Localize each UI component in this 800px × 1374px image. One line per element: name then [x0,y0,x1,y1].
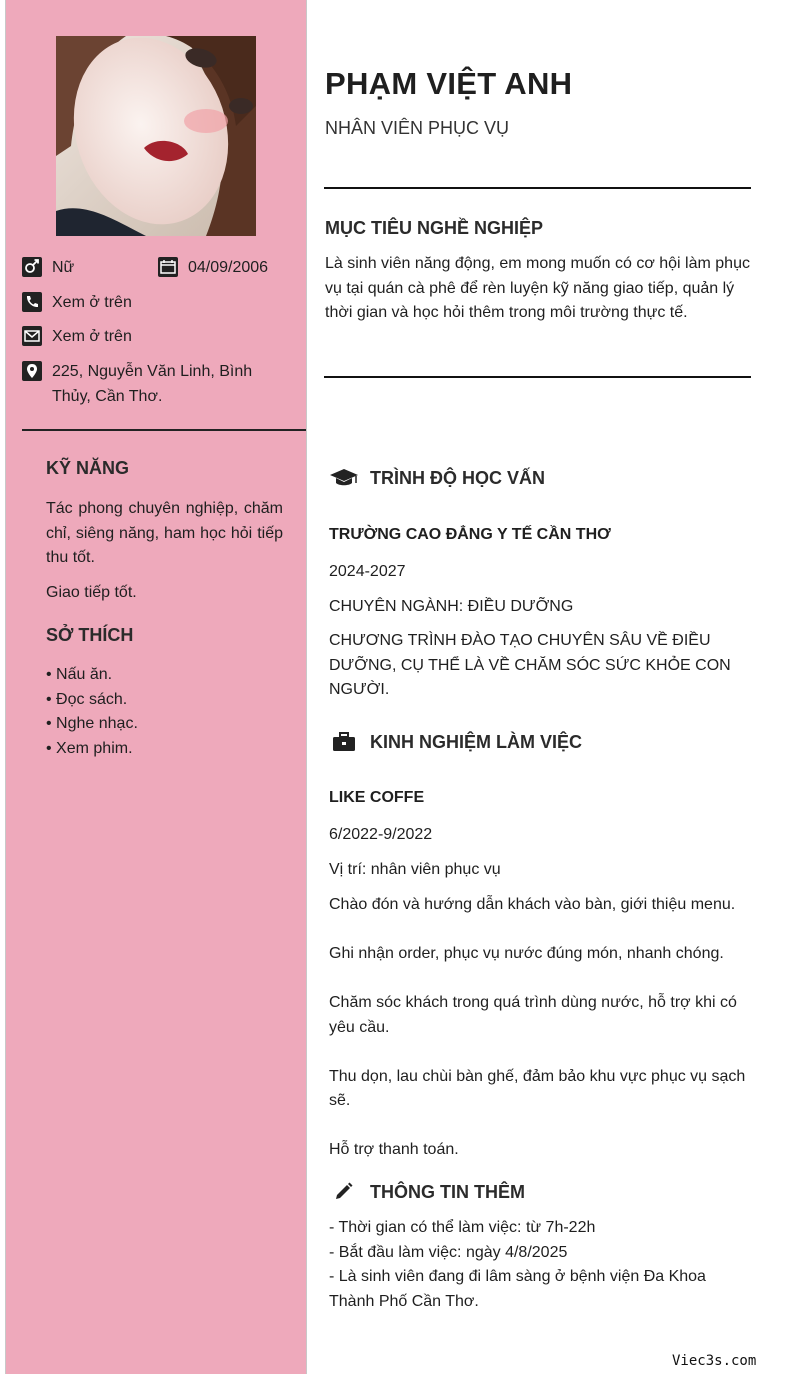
company-name: LIKE COFFE [329,789,425,806]
hobby-item: • Xem phim. [46,739,133,757]
objective-divider [324,376,751,378]
additional-lines [329,1216,749,1314]
phone-row [22,290,132,315]
candidate-name: PHẠM VIỆT ANH [325,66,573,101]
experience-section-header [329,731,582,753]
skills-heading: KỸ NĂNG [46,458,130,478]
objective-text: Là sinh viên năng động, em mong muốn có cơ hội làm phục vụ tại quán cà phê để rèn luyện kỹ năng giao tiếp, quản lý thời gian và học hỏi thêm trong môi trường thực tế. [325,255,750,321]
gender-icon [22,257,42,277]
graduation-cap-icon [329,467,359,489]
address-text: 225, Nguyễn Văn Linh, Bình Thủy, Cần Thơ. [52,363,253,405]
phone-icon [22,292,42,312]
watermark: Viec3s.com [672,1353,757,1369]
additional-line: - Là sinh viên đang đi lâm sàng ở bệnh viện Đa Khoa Thành Phố Cần Thơ. [329,1268,706,1310]
additional-line: - Thời gian có thể làm việc: từ 7h-22h [329,1219,596,1236]
phone-text: Xem ở trên [52,294,132,311]
duty-item: Ghi nhận order, phục vụ nước đúng món, nhanh chóng. [329,945,724,962]
duties-list [329,893,764,1163]
hobby-item: • Đọc sách. [46,690,128,708]
hobby-item: • Nấu ăn. [46,666,113,683]
duty-item: Thu dọn, lau chùi bàn ghế, đảm bảo khu vực phục vụ sạch sẽ. [329,1067,746,1109]
additional-line: - Bắt đầu làm việc: ngày 4/8/2025 [329,1243,568,1261]
work-period: 6/2022-9/2022 [329,826,433,843]
objective-heading: MỤC TIÊU NGHỀ NGHIỆP [325,218,544,238]
education-description: CHƯƠNG TRÌNH ĐÀO TẠO CHUYÊN SÂU VỀ ĐIỀU DƯỠNG, CỤ THỂ LÀ VỀ CHĂM SÓC SỨC KHỎE CON NGƯỜI. [329,632,731,698]
education-major: CHUYÊN NGÀNH: ĐIỀU DƯỠNG [329,598,574,615]
sidebar-divider [22,429,306,431]
gender-text: Nữ [52,259,75,276]
job-title: NHÂN VIÊN PHỤC VỤ [325,118,510,138]
gender-row [22,255,74,280]
hobbies-list [46,663,283,761]
additional-section-header [329,1181,525,1203]
mail-icon [22,326,42,346]
skill-item: Tác phong chuyên nghiệp, chăm chỉ, siêng năng, ham học hỏi tiếp thu tốt. [46,500,283,566]
profile-photo [56,36,256,236]
duty-item: Chào đón và hướng dẫn khách vào bàn, giới thiệu menu. [329,896,736,913]
skill-item: Giao tiếp tốt. [46,584,137,601]
additional-heading: THÔNG TIN THÊM [370,1181,525,1202]
email-row [22,324,132,349]
education-section-header [329,467,545,489]
pencil-icon [329,1181,359,1203]
work-position: Vị trí: nhân viên phục vụ [329,861,501,878]
birthday-row [158,255,268,280]
education-heading: TRÌNH ĐỘ HỌC VẤN [370,467,545,488]
hobby-item: • Nghe nhạc. [46,715,138,732]
header-divider [324,187,751,189]
education-years: 2024-2027 [329,563,406,580]
experience-heading: KINH NGHIỆM LÀM VIỆC [370,731,583,752]
sidebar [5,0,307,1374]
calendar-icon [158,257,178,277]
school-name: TRƯỜNG CAO ĐẲNG Y TẾ CẦN THƠ [329,526,611,543]
briefcase-icon [329,731,359,753]
hobbies-heading: SỞ THÍCH [46,625,134,645]
email-text: Xem ở trên [52,328,132,345]
duty-item: Hỗ trợ thanh toán. [329,1141,459,1158]
birthday-text: 04/09/2006 [188,259,269,276]
duty-item: Chăm sóc khách trong quá trình dùng nước, hỗ trợ khi có yêu cầu. [329,994,737,1036]
location-pin-icon [22,361,42,381]
address-row [22,359,272,409]
